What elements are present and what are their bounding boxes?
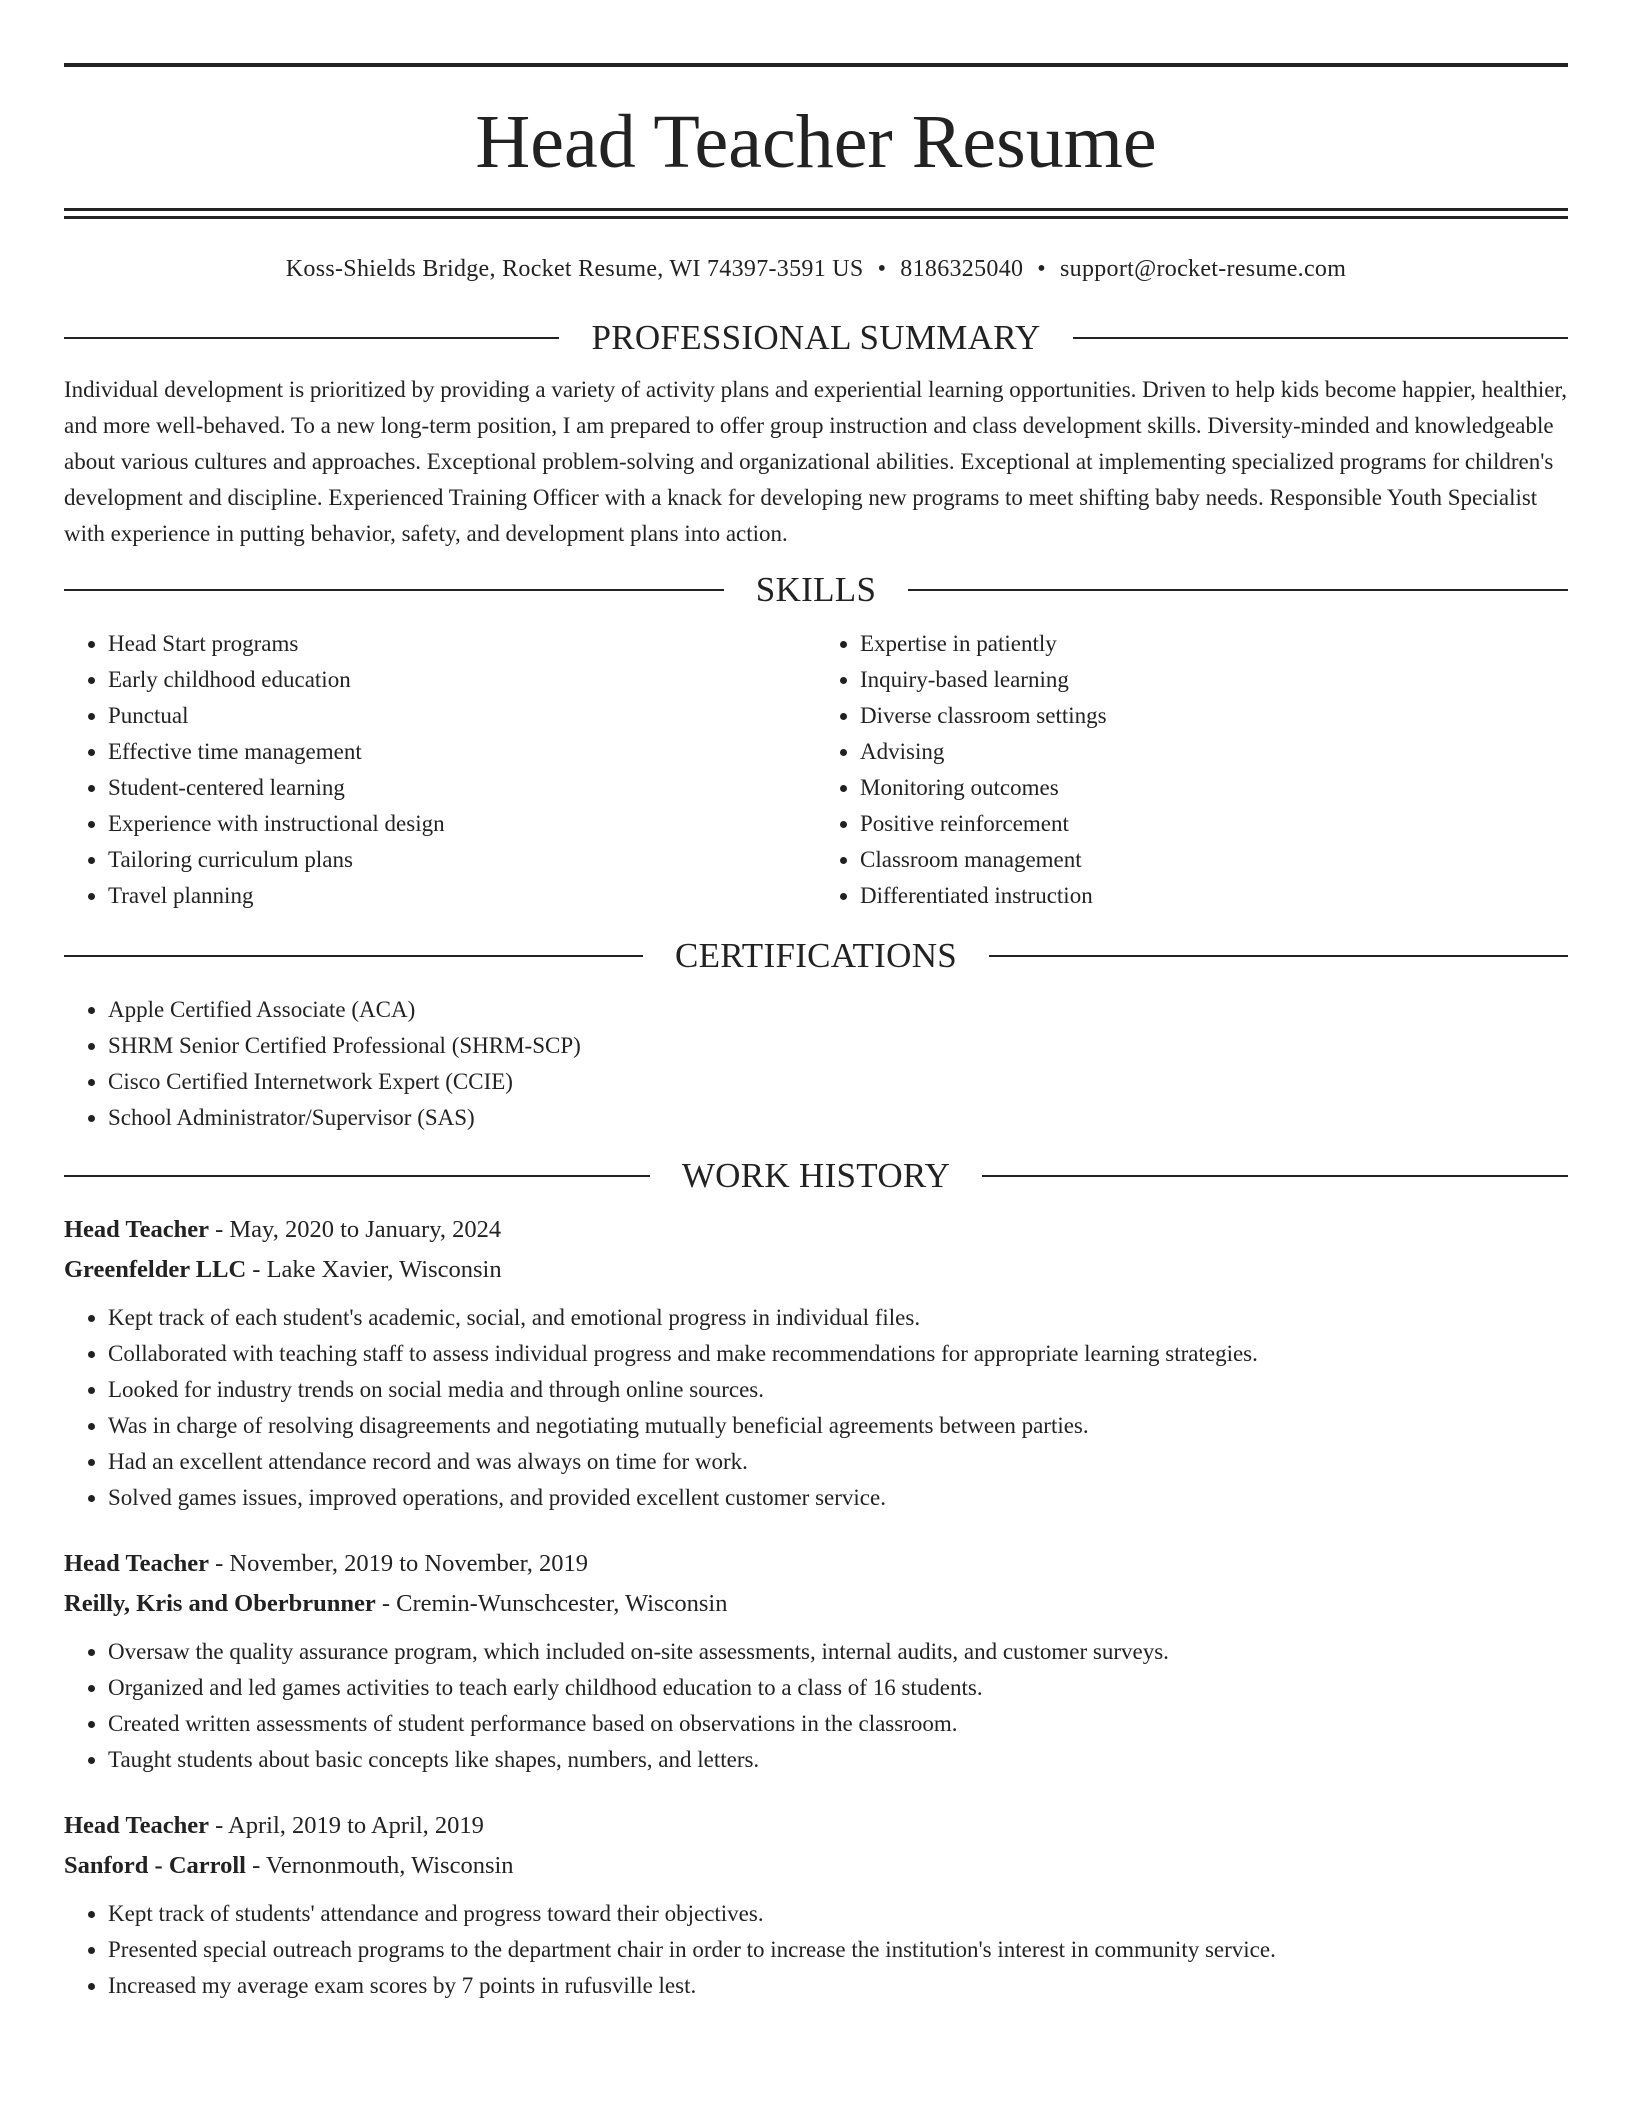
resume-page xyxy=(64,0,1568,2004)
job-dates: April, 2019 to April, 2019 xyxy=(228,1812,484,1839)
job-bullets xyxy=(64,1896,1568,2004)
section-heading-work-history xyxy=(64,1156,1568,1196)
job-title-line xyxy=(64,1210,1568,1250)
job-title: Head Teacher xyxy=(64,1550,209,1577)
skills-list-right xyxy=(816,626,1568,914)
contact-phone: 8186325040 xyxy=(900,256,1024,282)
skill-item: • Head Start programs xyxy=(108,626,816,662)
job-entry xyxy=(64,1806,1568,2004)
section-title: PROFESSIONAL SUMMARY xyxy=(591,318,1041,357)
certification-item: • Cisco Certified Internetwork Expert (CCIE) xyxy=(108,1064,1568,1100)
job-bullets xyxy=(64,1634,1568,1778)
skills-list-left xyxy=(64,626,816,914)
heading-rule xyxy=(1073,337,1568,339)
job-bullet: • Looked for industry trends on social media and through online sources. xyxy=(108,1372,1568,1408)
title-block xyxy=(64,63,1568,219)
job-bullet: • Taught students about basic concepts like shapes, numbers, and letters. xyxy=(108,1742,1568,1778)
job-bullet: • Was in charge of resolving disagreements and negotiating mutually beneficial agreements between parties. xyxy=(108,1408,1568,1444)
job-bullets xyxy=(64,1300,1568,1516)
job-location: Cremin-Wunschcester, Wisconsin xyxy=(396,1590,728,1617)
skill-item: • Classroom management xyxy=(860,842,1568,878)
skill-item: • Early childhood education xyxy=(108,662,816,698)
skill-item: • Advising xyxy=(860,734,1568,770)
section-heading-summary xyxy=(64,318,1568,358)
job-dates: May, 2020 to January, 2024 xyxy=(229,1216,502,1243)
dash: - xyxy=(375,1590,397,1617)
contact-separator: • xyxy=(1037,256,1046,282)
dash: - xyxy=(246,1256,267,1283)
heading-rule xyxy=(64,589,724,591)
contact-email: support@rocket-resume.com xyxy=(1060,256,1347,282)
skill-item: • Travel planning xyxy=(108,878,816,914)
summary-text: Individual development is prioritized by providing a variety of activity plans and experiential learning opportunities. Driven to help kids become happier, healthier, and more well-behaved. To a new long-term position, I am prepared to offer group instruction and class development skills. Diversity-minded and knowledgeable about various cultures and approaches. Exceptional problem-solving and organizational abilities. Exceptional at implementing specialized programs for children's development and discipline. Experienced Training Officer with a knack for developing new programs to meet shifting baby needs. Responsible Youth Specialist with experience in putting behavior, safety, and development plans into action. xyxy=(64,377,1567,546)
heading-rule xyxy=(908,589,1568,591)
job-dates: November, 2019 to November, 2019 xyxy=(229,1550,589,1577)
job-company-line xyxy=(64,1846,1568,1886)
job-bullet: • Had an excellent attendance record and was always on time for work. xyxy=(108,1444,1568,1480)
job-title-line xyxy=(64,1806,1568,1846)
job-bullet: • Increased my average exam scores by 7 points in rufusville lest. xyxy=(108,1968,1568,2004)
section-title: WORK HISTORY xyxy=(681,1156,951,1195)
skill-item: • Punctual xyxy=(108,698,816,734)
job-entry xyxy=(64,1544,1568,1778)
skill-item: • Differentiated instruction xyxy=(860,878,1568,914)
certification-item: • School Administrator/Supervisor (SAS) xyxy=(108,1100,1568,1136)
job-bullet: • Solved games issues, improved operations, and provided excellent customer service. xyxy=(108,1480,1568,1516)
job-company-line xyxy=(64,1584,1568,1624)
job-title-line xyxy=(64,1544,1568,1584)
heading-rule xyxy=(64,337,559,339)
title-rule-top xyxy=(64,63,1568,67)
skill-item: • Positive reinforcement xyxy=(860,806,1568,842)
certification-item: • Apple Certified Associate (ACA) xyxy=(108,992,1568,1028)
skill-item: • Inquiry-based learning xyxy=(860,662,1568,698)
skill-item: • Tailoring curriculum plans xyxy=(108,842,816,878)
job-company-line xyxy=(64,1250,1568,1290)
skill-item: • Diverse classroom settings xyxy=(860,698,1568,734)
job-bullet: • Organized and led games activities to teach early childhood education to a class of 16 students. xyxy=(108,1670,1568,1706)
dash: - xyxy=(245,1852,266,1879)
section-title: SKILLS xyxy=(755,570,877,609)
section-heading-skills xyxy=(64,570,1568,610)
skills-columns xyxy=(64,626,1568,914)
contact-line xyxy=(64,256,1568,286)
job-location: Vernonmouth, Wisconsin xyxy=(265,1852,514,1879)
contact-address: Koss-Shields Bridge, Rocket Resume, WI 74397-3591 US xyxy=(285,256,864,282)
job-entry xyxy=(64,1210,1568,1516)
job-bullet: • Created written assessments of student performance based on observations in the classroom. xyxy=(108,1706,1568,1742)
skill-item: • Effective time management xyxy=(108,734,816,770)
heading-rule xyxy=(64,1175,650,1177)
contact-separator: • xyxy=(877,256,887,282)
job-bullet: • Oversaw the quality assurance program, which included on-site assessments, internal audits, and customer surveys. xyxy=(108,1634,1568,1670)
certification-item: • SHRM Senior Certified Professional (SHRM-SCP) xyxy=(108,1028,1568,1064)
dash: - xyxy=(208,1216,230,1243)
dash: - xyxy=(208,1812,229,1839)
certifications-list xyxy=(64,992,1568,1136)
dash: - xyxy=(208,1550,230,1577)
heading-rule xyxy=(64,955,643,957)
job-company: Reilly, Kris and Oberbrunner xyxy=(64,1590,376,1617)
job-title: Head Teacher xyxy=(64,1216,209,1243)
section-title: CERTIFICATIONS xyxy=(674,936,958,975)
heading-rule xyxy=(982,1175,1568,1177)
job-bullet: • Presented special outreach programs to the department chair in order to increase the institution's interest in community service. xyxy=(108,1932,1568,1968)
job-bullet: • Kept track of each student's academic, social, and emotional progress in individual files. xyxy=(108,1300,1568,1336)
skill-item: • Expertise in patiently xyxy=(860,626,1568,662)
job-title: Head Teacher xyxy=(64,1812,209,1839)
job-company: Sanford - Carroll xyxy=(64,1852,246,1879)
heading-rule xyxy=(989,955,1568,957)
skill-item: • Student-centered learning xyxy=(108,770,816,806)
job-bullet: • Kept track of students' attendance and progress toward their objectives. xyxy=(108,1896,1568,1932)
title-rule-double xyxy=(64,208,1568,219)
page-title: Head Teacher Resume xyxy=(475,100,1157,184)
skill-item: • Experience with instructional design xyxy=(108,806,816,842)
job-bullet: • Collaborated with teaching staff to assess individual progress and make recommendations for appropriate learning strategies. xyxy=(108,1336,1568,1372)
job-location: Lake Xavier, Wisconsin xyxy=(266,1256,502,1283)
job-company: Greenfelder LLC xyxy=(64,1256,247,1283)
section-heading-certifications xyxy=(64,936,1568,976)
skill-item: • Monitoring outcomes xyxy=(860,770,1568,806)
